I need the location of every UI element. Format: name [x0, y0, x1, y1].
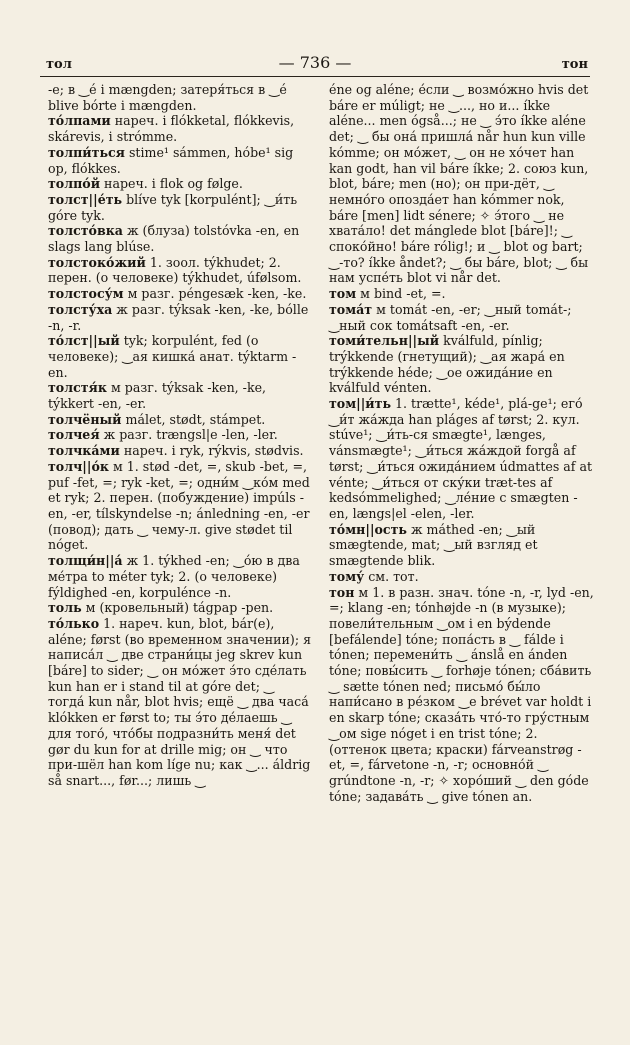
dictionary-entry: [48, 600, 314, 616]
entry-definition: м (кровельный) tágpap -pen.: [81, 600, 274, 616]
entry-headword: толчея́: [48, 427, 100, 443]
entry-definition: kválfuld, pínlig; trýkkende (гнетущий); ‿ая жара́ en trýkkende héde; ‿ое ожида́ние en kválfuld vénten.: [329, 333, 565, 396]
entry-headword: толч||о́к: [48, 458, 109, 474]
entry-headword: то́лпами: [48, 113, 111, 129]
entry-definition: éne og aléne; е́сли ‿ возмо́жно hvis det báre er múligt; не ‿..., но и... íkke aléne... men ógså...; не ‿ э́то íkke aléne det; ‿ бы она́ пришла́ når hun kun ville kómme; он мо́жет, ‿ он не хо́чет han kan godt, han vil báre íkke; 2. союз kun, blot, báre; men (но); он при-дёт, ‿ немно́го опозда́ет han kómmer nok, báre [men] lidt sénere; ✧ э́того ‿ не хвата́ло! det mánglede blot [báre]!; ‿ споко́йно! báre rólig!; и ‿ blot og bart; ‿-то? íkke åndet?; ‿ бы báre, blot; ‿ бы нам успе́ть blot vi når det.: [329, 82, 589, 286]
entry-headword: том: [329, 286, 357, 302]
entry-definition: м bind -et, =.: [356, 286, 446, 302]
entry-headword: толь: [48, 600, 82, 616]
dictionary-entry: [329, 302, 595, 333]
entry-definition: ж разг. trængsl|e -len, -ler.: [99, 427, 278, 443]
dictionary-entry: [329, 522, 595, 569]
dictionary-entry: [329, 286, 595, 302]
entry-definition: 1. trætte¹, kéde¹, plá-ge¹; его́ ‿и́т жа́жда han pláges af tørst; 2. кул. stúve¹; ‿и́ть-ся smægte¹, længes, vánsmægte¹; ‿и́ться жа́ждой forgå af tørst; ‿и́ться ожида́нием údmattes af at vénte; ‿и́ться от ску́ки træt-tes af kedsómmelighed; ‿ле́ние с smægten -en, længs|el -elen, -ler.: [329, 396, 593, 521]
dictionary-entry: [48, 223, 314, 254]
entry-headword: толстя́к: [48, 380, 107, 396]
entry-definition: ж (блуза) tolstóvka -en, en slags lang blúse.: [48, 223, 300, 255]
entry-headword: толст||е́ть: [48, 191, 123, 207]
entry-headword: толстоко́жий: [48, 254, 146, 270]
dictionary-entry: [48, 302, 314, 333]
entry-headword: тому́: [329, 568, 365, 584]
entry-headword: толсту́ха: [48, 301, 113, 317]
page-header: [40, 50, 590, 77]
dictionary-entry: [48, 176, 314, 192]
entry-definition: ж máthed -en; ‿ый smægtende, mat; ‿ый взгляд et smægtende blik.: [329, 521, 538, 569]
page-number: — 736 —: [278, 53, 352, 72]
dictionary-entry: [329, 82, 595, 286]
entry-definition: málet, stødt, stámpet.: [121, 411, 266, 427]
entry-headword: толщи́н||а́: [48, 553, 123, 569]
entry-definition: м разг. péngesæk -ken, -ke.: [123, 286, 307, 302]
entry-headword: толпи́ться: [48, 144, 125, 160]
dictionary-entry: [48, 443, 314, 459]
entry-definition: stime¹ sámmen, hóbe¹ sig op, flókkes.: [48, 144, 294, 176]
dictionary-entry: [329, 569, 595, 585]
header-right-word: тон: [561, 57, 588, 72]
entry-definition: blíve tyk [korpulént]; ‿и́ть góre tyk.: [48, 191, 298, 223]
entry-definition: 1. нареч. kun, blot, bár(e), aléne; først (во временном значении); я написа́л ‿ две страни́цы jeg skrev kun [báre] to sider; ‿ он мо́жет э́то сде́лать kun han er i stand til at góre det; ‿ тогда́ kun når, blot hvis; ещё ‿ два часа́ klókken er først to; ты э́то де́лаешь ‿ для того́, что́бы подразни́ть меня́ det gør du kun for at drille mig; он ‿ что при-шёл han kom líge nu; как ‿... áldrig så snart..., før...; лишь ‿: [48, 615, 312, 788]
entry-definition: нареч. i flok og følge.: [100, 176, 243, 192]
dictionary-entry: [48, 113, 314, 144]
right-column: [329, 82, 595, 804]
entry-headword: толпо́й: [48, 176, 101, 192]
dictionary-entry: [48, 82, 314, 113]
dictionary-entry: [329, 585, 595, 805]
entry-definition: 1. зоол. týkhudet; 2. перен. (о человеке) týkhudet, úfølsom.: [48, 254, 302, 286]
left-column: [48, 82, 314, 789]
dictionary-entry: [48, 412, 314, 428]
entry-definition: м разг. týksak -ken, -ke, týkkert -en, -er.: [48, 380, 267, 412]
entry-definition: ж 1. týkhed -en; ‿о́ю в два ме́тра to méter tyk; 2. (о человеке) fýldighed -en, korpulénce -n.: [48, 553, 300, 600]
entry-headword: толсто́вка: [48, 223, 123, 239]
entry-definition: tyk; korpulént, fed (о человеке); ‿ая кишка́ анат. týktarm -en.: [48, 333, 297, 380]
entry-headword: тома́т: [329, 301, 373, 317]
entry-headword: толстосу́м: [48, 286, 124, 302]
entry-headword: толчка́ми: [48, 443, 120, 459]
entry-headword: том||и́ть: [329, 396, 391, 412]
entry-definition: нареч. i ryk, rýkvis, stødvis.: [119, 443, 304, 459]
dictionary-entry: [48, 553, 314, 600]
dictionary-entry: [48, 255, 314, 286]
entry-headword: то́лст||ый: [48, 333, 120, 349]
dictionary-entry: [48, 427, 314, 443]
entry-headword: томи́тельн||ый: [329, 333, 440, 349]
dictionary-entry: [329, 396, 595, 522]
entry-definition: ж разг. týksak -ken, -ke, bólle -n, -r.: [48, 301, 309, 333]
dictionary-entry: [48, 616, 314, 789]
dictionary-entry: [48, 380, 314, 411]
dictionary-entry: [48, 459, 314, 553]
entry-definition: -e; в ‿é i mængden; затеря́ться в ‿é blive bórte i mængden.: [48, 82, 287, 113]
dictionary-entry: [329, 333, 595, 396]
entry-headword: то́мн||ость: [329, 521, 407, 537]
header-left-word: тол: [46, 57, 72, 72]
entry-definition: нареч. i flókketal, flókkevis, skárevis, i strómme.: [48, 113, 295, 145]
dictionary-entry: [48, 286, 314, 302]
dictionary-entry: [48, 192, 314, 223]
entry-definition: м tomát -en, -er; ‿ный tomát-; ‿ный сок tomátsaft -en, -er.: [329, 301, 572, 333]
dictionary-entry: [48, 145, 314, 176]
dictionary-entry: [48, 333, 314, 380]
entry-headword: толчёный: [48, 411, 122, 427]
entry-definition: м 1. в разн. знач. tóne -n, -r, lyd -en, =; klang -en; tónhøjde -n (в музыке); повели́тельным ‿ом i en býdende [befálende] tóne; попа́сть в ‿ fálde i tónen; перемени́ть ‿ ánslå en ánden tóne; повы́сить ‿ forhøje tónen; сба́вить ‿ sætte tónen ned; письмо́ бы́ло напи́сано в ре́зком ‿е brévet var holdt i en skarp tóne; сказа́ть что́-то гру́стным ‿ом sige nóget i en trist tóne; 2. (оттенок цвета; краски) fárveanstrøg -et, =, fárvetone -n, -r; основно́й ‿ grúndtone -n, -r; ✧ хоро́ший ‿ den góde tóne; задава́ть ‿ give tónen an.: [329, 584, 594, 804]
entry-definition: м 1. stød -det, =, skub -bet, =, puf -fet, =; ryk -ket, =; одни́м ‿ко́м med et ryk; 2. перен. (побуждение) impúls -en, -er, tílskyndelse -n; ánledning -en, -er (повод); дать ‿ чему-л. give stødet til nóget.: [48, 458, 310, 553]
entry-headword: то́лько: [48, 615, 100, 631]
entry-definition: см. тот.: [364, 568, 419, 584]
entry-headword: тон: [329, 584, 355, 600]
